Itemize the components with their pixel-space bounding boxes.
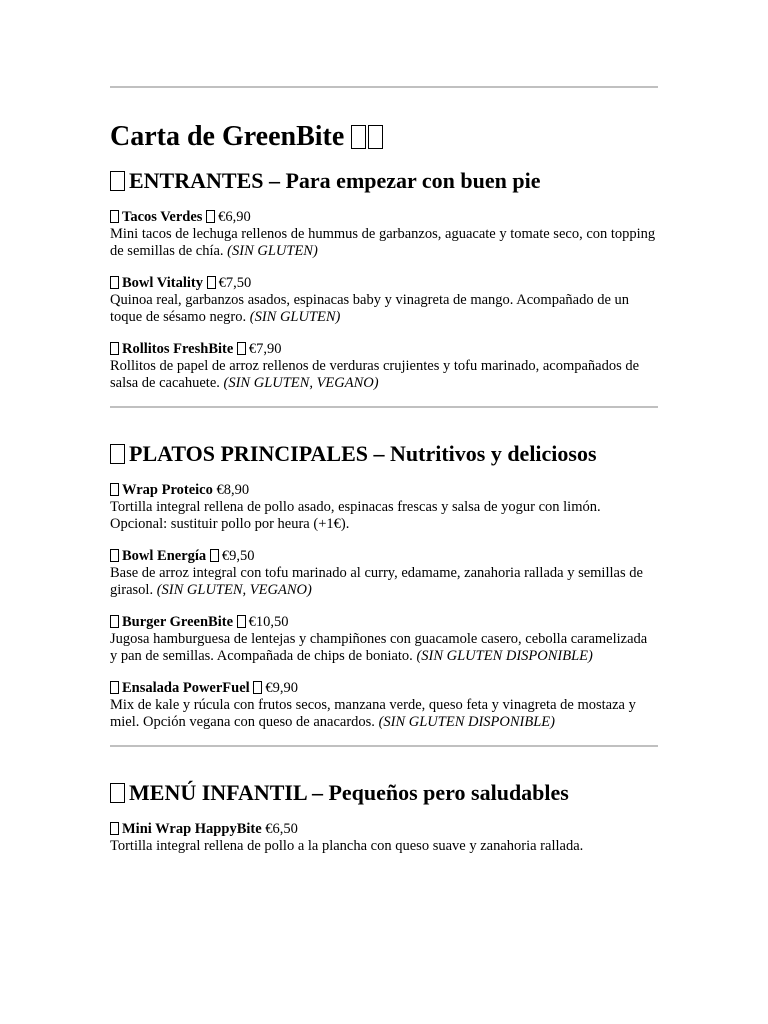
- sprout-icon: [110, 171, 125, 191]
- section-heading-text: PLATOS PRINCIPALES – Nutritivos y deliciosos: [129, 441, 597, 466]
- menu-item-ensalada-powerfuel: [110, 680, 658, 731]
- item-price: €9,50: [221, 548, 255, 564]
- menu-item-tacos-verdes: [110, 209, 658, 260]
- item-name: Mini Wrap HappyBite: [122, 821, 262, 837]
- menu-item-rollitos-freshbite: [110, 341, 658, 392]
- menu-document: [110, 0, 658, 869]
- item-desc-text: Tortilla integral rellena de pollo asado, espinacas frescas y salsa de yogur con limón. Opcional: sustituir pollo por heura (+1€).: [110, 499, 601, 532]
- leaf-icon: [237, 615, 246, 628]
- leaf-icon: [210, 549, 219, 562]
- item-diet-note: (SIN GLUTEN DISPONIBLE): [378, 714, 555, 730]
- section-heading: [110, 167, 658, 195]
- section-divider: [110, 406, 658, 408]
- item-header: [110, 821, 658, 838]
- item-description: [110, 565, 658, 599]
- item-description: [110, 358, 658, 392]
- bullet-icon: [110, 681, 119, 694]
- item-header: [110, 341, 658, 358]
- item-header: [110, 680, 658, 697]
- section-heading-text: MENÚ INFANTIL – Pequeños pero saludables: [129, 780, 569, 805]
- item-diet-note: (SIN GLUTEN, VEGANO): [156, 582, 312, 598]
- item-name: Burger GreenBite: [122, 614, 234, 630]
- item-description: [110, 697, 658, 731]
- item-name: Ensalada PowerFuel: [122, 680, 250, 696]
- menu-item-wrap-proteico: [110, 482, 658, 533]
- item-header: [110, 209, 658, 226]
- plate-icon: [110, 444, 125, 464]
- section-heading-text: ENTRANTES – Para empezar con buen pie: [129, 168, 541, 193]
- item-name: Tacos Verdes: [122, 209, 203, 225]
- item-desc-text: Quinoa real, garbanzos asados, espinacas baby y vinagreta de mango. Acompañado de un toque de sésamo negro.: [110, 292, 630, 325]
- item-price: €7,50: [218, 275, 252, 291]
- section-entrantes: [110, 167, 658, 408]
- item-desc-text: Tortilla integral rellena de pollo a la plancha con queso suave y zanahoria rallada.: [110, 838, 584, 854]
- child-icon: [110, 783, 125, 803]
- item-description: [110, 838, 658, 855]
- bullet-icon: [110, 276, 119, 289]
- bullet-icon: [110, 822, 119, 835]
- leaf-icon: [351, 125, 366, 149]
- item-desc-text: Rollitos de papel de arroz rellenos de verduras crujientes y tofu marinado, acompañados de salsa de cacahuete.: [110, 358, 640, 391]
- menu-item-burger-greenbite: [110, 614, 658, 665]
- item-desc-text: Base de arroz integral con tofu marinado al curry, edamame, zanahoria rallada y semillas de girasol.: [110, 565, 643, 598]
- item-name: Bowl Vitality: [122, 275, 203, 291]
- item-price: €6,50: [265, 821, 298, 837]
- menu-item-mini-wrap-happybite: [110, 821, 658, 855]
- item-name: Wrap Proteico: [122, 482, 213, 498]
- item-diet-note: (SIN GLUTEN, VEGANO): [223, 375, 379, 391]
- section-platos-principales: [110, 440, 658, 747]
- page-title: [110, 119, 658, 155]
- item-diet-note: (SIN GLUTEN): [249, 309, 341, 325]
- leaf-icon: [207, 276, 216, 289]
- item-desc-text: Mix de kale y rúcula con frutos secos, manzana verde, queso feta y vinagreta de mostaza y miel. Opción vegana con queso de anacardos.: [110, 697, 636, 730]
- item-diet-note: (SIN GLUTEN): [227, 243, 318, 259]
- item-price: €9,90: [265, 680, 298, 696]
- item-price: €6,90: [218, 209, 251, 225]
- bullet-icon: [110, 342, 119, 355]
- section-heading: [110, 779, 658, 807]
- leaf-icon: [206, 210, 215, 223]
- leaf-icon: [237, 342, 246, 355]
- item-header: [110, 275, 658, 292]
- item-name: Bowl Energía: [122, 548, 207, 564]
- item-header: [110, 482, 658, 499]
- item-desc-text: Jugosa hamburguesa de lentejas y champiñones con guacamole casero, cebolla caramelizada y pan de semillas. Acompañada de chips de boniato.: [110, 631, 648, 664]
- item-diet-note: (SIN GLUTEN DISPONIBLE): [416, 648, 593, 664]
- item-price: €8,90: [216, 482, 250, 498]
- bullet-icon: [110, 210, 119, 223]
- item-header: [110, 614, 658, 631]
- item-header: [110, 548, 658, 565]
- menu-item-bowl-vitality: [110, 275, 658, 326]
- bullet-icon: [110, 615, 119, 628]
- bullet-icon: [110, 549, 119, 562]
- section-heading: [110, 440, 658, 468]
- item-price: €7,90: [248, 341, 282, 357]
- item-description: [110, 499, 658, 533]
- bullet-icon: [110, 483, 119, 496]
- menu-item-bowl-energia: [110, 548, 658, 599]
- item-name: Rollitos FreshBite: [122, 341, 234, 357]
- leaf-icon: [253, 681, 262, 694]
- top-divider: [110, 86, 658, 88]
- item-description: [110, 631, 658, 665]
- item-description: [110, 292, 658, 326]
- item-price: €10,50: [248, 614, 289, 630]
- section-divider: [110, 745, 658, 747]
- section-menu-infantil: [110, 779, 658, 855]
- page-title-text: Carta de GreenBite: [110, 121, 345, 152]
- item-description: [110, 226, 658, 260]
- item-desc-text: Mini tacos de lechuga rellenos de hummus de garbanzos, aguacate y tomate seco, con topping de semillas de chía.: [110, 226, 656, 259]
- salad-icon: [368, 125, 383, 149]
